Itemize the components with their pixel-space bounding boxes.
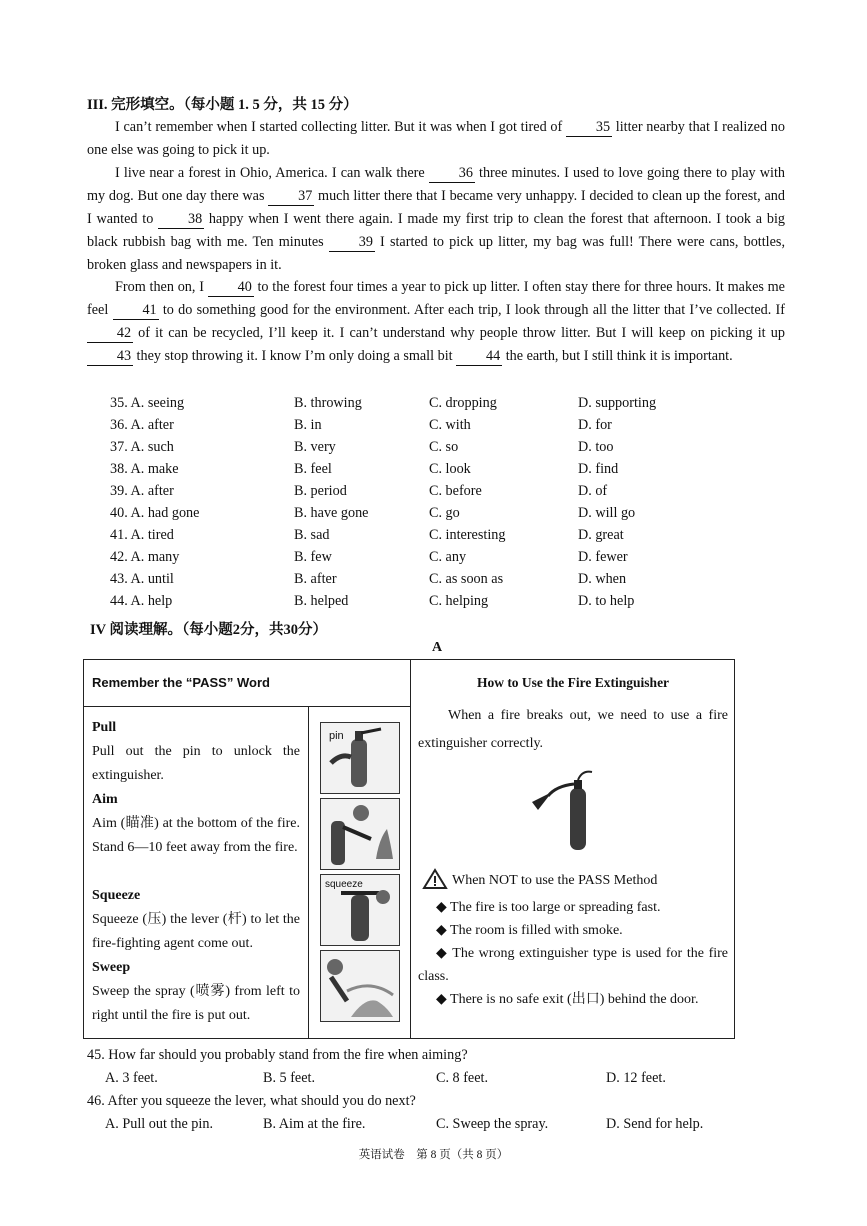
cloze-option: B. in [294,417,322,433]
cloze-option: D. to help [578,593,635,609]
cloze-option: C. so [429,439,459,455]
question-option: B. 5 feet. [263,1070,316,1086]
sweep-illustration [320,950,400,1022]
cloze-option: D. when [578,571,627,587]
right-title: How to Use the Fire Extinguisher [476,675,670,690]
step-squeeze [92,884,300,956]
svg-text:squeeze: squeeze [325,879,363,890]
cloze-option: B. after [294,571,337,587]
warning-list [418,896,728,1011]
cloze-option: 44. A. help [110,593,173,609]
cloze-option: 39. A. after [110,483,174,499]
cloze-option: 41. A. tired [110,527,174,543]
step-aim [92,788,300,860]
step-text: Pull out the pin to unlock the extinguisher. [92,744,300,783]
cloze-option: B. few [294,549,332,565]
diamond-bullet-icon: ◆ [436,923,451,938]
diamond-bullet-icon: ◆ [436,992,451,1007]
table-divider [410,660,411,1038]
step-heading: Squeeze [92,888,141,903]
step-text: Sweep the spray (喷雾) from left to right until the fire is put out. [92,984,300,1023]
cloze-option: 40. A. had gone [110,505,200,521]
cloze-paragraph-3: From then on, I 40 to the forest four times a year to pick up litter. I often stay there for three hours. It makes me feel 41 to do something good for the environment. After each trip, I look through all the litter that I’ve collected. If 42 of it can be recycled, I’ll keep it. I can’t understand why people throw litter. But I will keep on picking it up 43 they stop throwing it. I know I’m only doing a small bit 44 the earth, but I still think it is important. [87,279,786,364]
page-footer: 英语试卷 第 8 页（共 8 页） [358,1149,509,1161]
table-divider [84,706,410,707]
cloze-option: 43. A. until [110,571,174,587]
step-text: Aim (瞄准) at the bottom of the fire. Stand 6—10 feet away from the fire. [92,816,300,855]
question-text: 45. How far should you probably stand from the fire when aiming? [87,1047,468,1063]
cloze-option: C. look [429,461,471,477]
step-heading: Sweep [92,960,131,975]
cloze-option: B. helped [294,593,349,609]
cloze-option: C. as soon as [429,571,504,587]
cloze-option: D. will go [578,505,636,521]
passage-label: A [432,640,443,655]
cloze-option: D. supporting [578,395,657,411]
table-divider [308,706,309,1038]
question-option: C. Sweep the spray. [436,1116,549,1132]
right-intro: When a fire breaks out, we need to use a fire extinguisher correctly. [418,708,728,751]
cloze-option: B. have gone [294,505,369,521]
cloze-option: 37. A. such [110,439,174,455]
cloze-option: D. find [578,461,619,477]
step-text: Squeeze (压) the lever (杆) to let the fire-fighting agent come out. [92,912,300,951]
cloze-option: D. for [578,417,612,433]
warning-text: The wrong extinguisher type is used for the fire class. [418,946,728,984]
cloze-option: 38. A. make [110,461,179,477]
step-sweep [92,956,300,1028]
step-heading: Pull [92,720,117,735]
cloze-option: C. with [429,417,471,433]
warning-text: The fire is too large or spreading fast. [450,900,661,915]
cloze-option: B. feel [294,461,332,477]
question-option: A. 3 feet. [105,1070,158,1086]
cloze-option: 36. A. after [110,417,174,433]
cloze-option: D. of [578,483,608,499]
cloze-option: C. helping [429,593,489,609]
cloze-option: C. dropping [429,395,497,411]
cloze-paragraph-2: I live near a forest in Ohio, America. I can walk there 36 three minutes. I used to love going there to play with my dog. But one day there was 37 much litter there that I became very unhappy. I decided to clean up the forest, and I wanted to 38 happy when I went there again. I made my first trip to clean the forest that afternoon. I took a big black rubbish bag with me. Ten minutes 39 I started to pick up litter, my bag was full! There were cans, bottles, broken glass and newspapers in it. [87,165,786,273]
question-option: A. Pull out the pin. [105,1116,213,1132]
warning-item [418,942,728,988]
section-4-title: IV 阅读理解。（每小题2分，共30分） [90,622,327,638]
cloze-option: B. throwing [294,395,362,411]
cloze-option: B. sad [294,527,330,543]
cloze-option: 35. A. seeing [110,395,185,411]
warning-title: When NOT to use the PASS Method [452,873,658,888]
question-option: B. Aim at the fire. [263,1116,366,1132]
aim-illustration [320,798,400,870]
section-3-title: III. 完形填空。（每小题 1. 5 分，共 15 分） [87,97,358,113]
cloze-option: B. very [294,439,336,455]
diamond-bullet-icon: ◆ [436,946,453,961]
cloze-option: C. any [429,549,467,565]
pass-table [83,659,735,1039]
cloze-option: C. before [429,483,482,499]
fire-extinguisher-icon [522,764,612,859]
cloze-option: C. interesting [429,527,506,543]
warning-item [418,988,728,1011]
cloze-option: 42. A. many [110,549,180,565]
question-option: C. 8 feet. [436,1070,489,1086]
step-pull [92,716,300,788]
warning-text: There is no safe exit (出口) behind the door. [450,992,699,1007]
svg-text:pin: pin [329,730,344,742]
step-heading: Aim [92,792,118,807]
question-option: D. Send for help. [606,1116,704,1132]
cloze-paragraph-1: I can’t remember when I started collecting litter. But it was when I got tired of 35 litter nearby that I realized no one else was going to pick it up. [87,119,785,158]
question-text: 46. After you squeeze the lever, what should you do next? [87,1093,416,1109]
squeeze-illustration [320,874,400,946]
warning-item [418,919,728,942]
cloze-option: D. great [578,527,624,543]
question-option: D. 12 feet. [606,1070,666,1086]
warning-text: The room is filled with smoke. [450,923,623,938]
cloze-option: B. period [294,483,347,499]
diamond-bullet-icon: ◆ [436,900,451,915]
cloze-option: D. fewer [578,549,628,565]
pull-pin-illustration [320,722,400,794]
warning-item [418,896,728,919]
left-header: Remember the “PASS” Word [92,675,270,690]
cloze-option: D. too [578,439,614,455]
cloze-option: C. go [429,505,460,521]
warning-icon [422,868,448,895]
